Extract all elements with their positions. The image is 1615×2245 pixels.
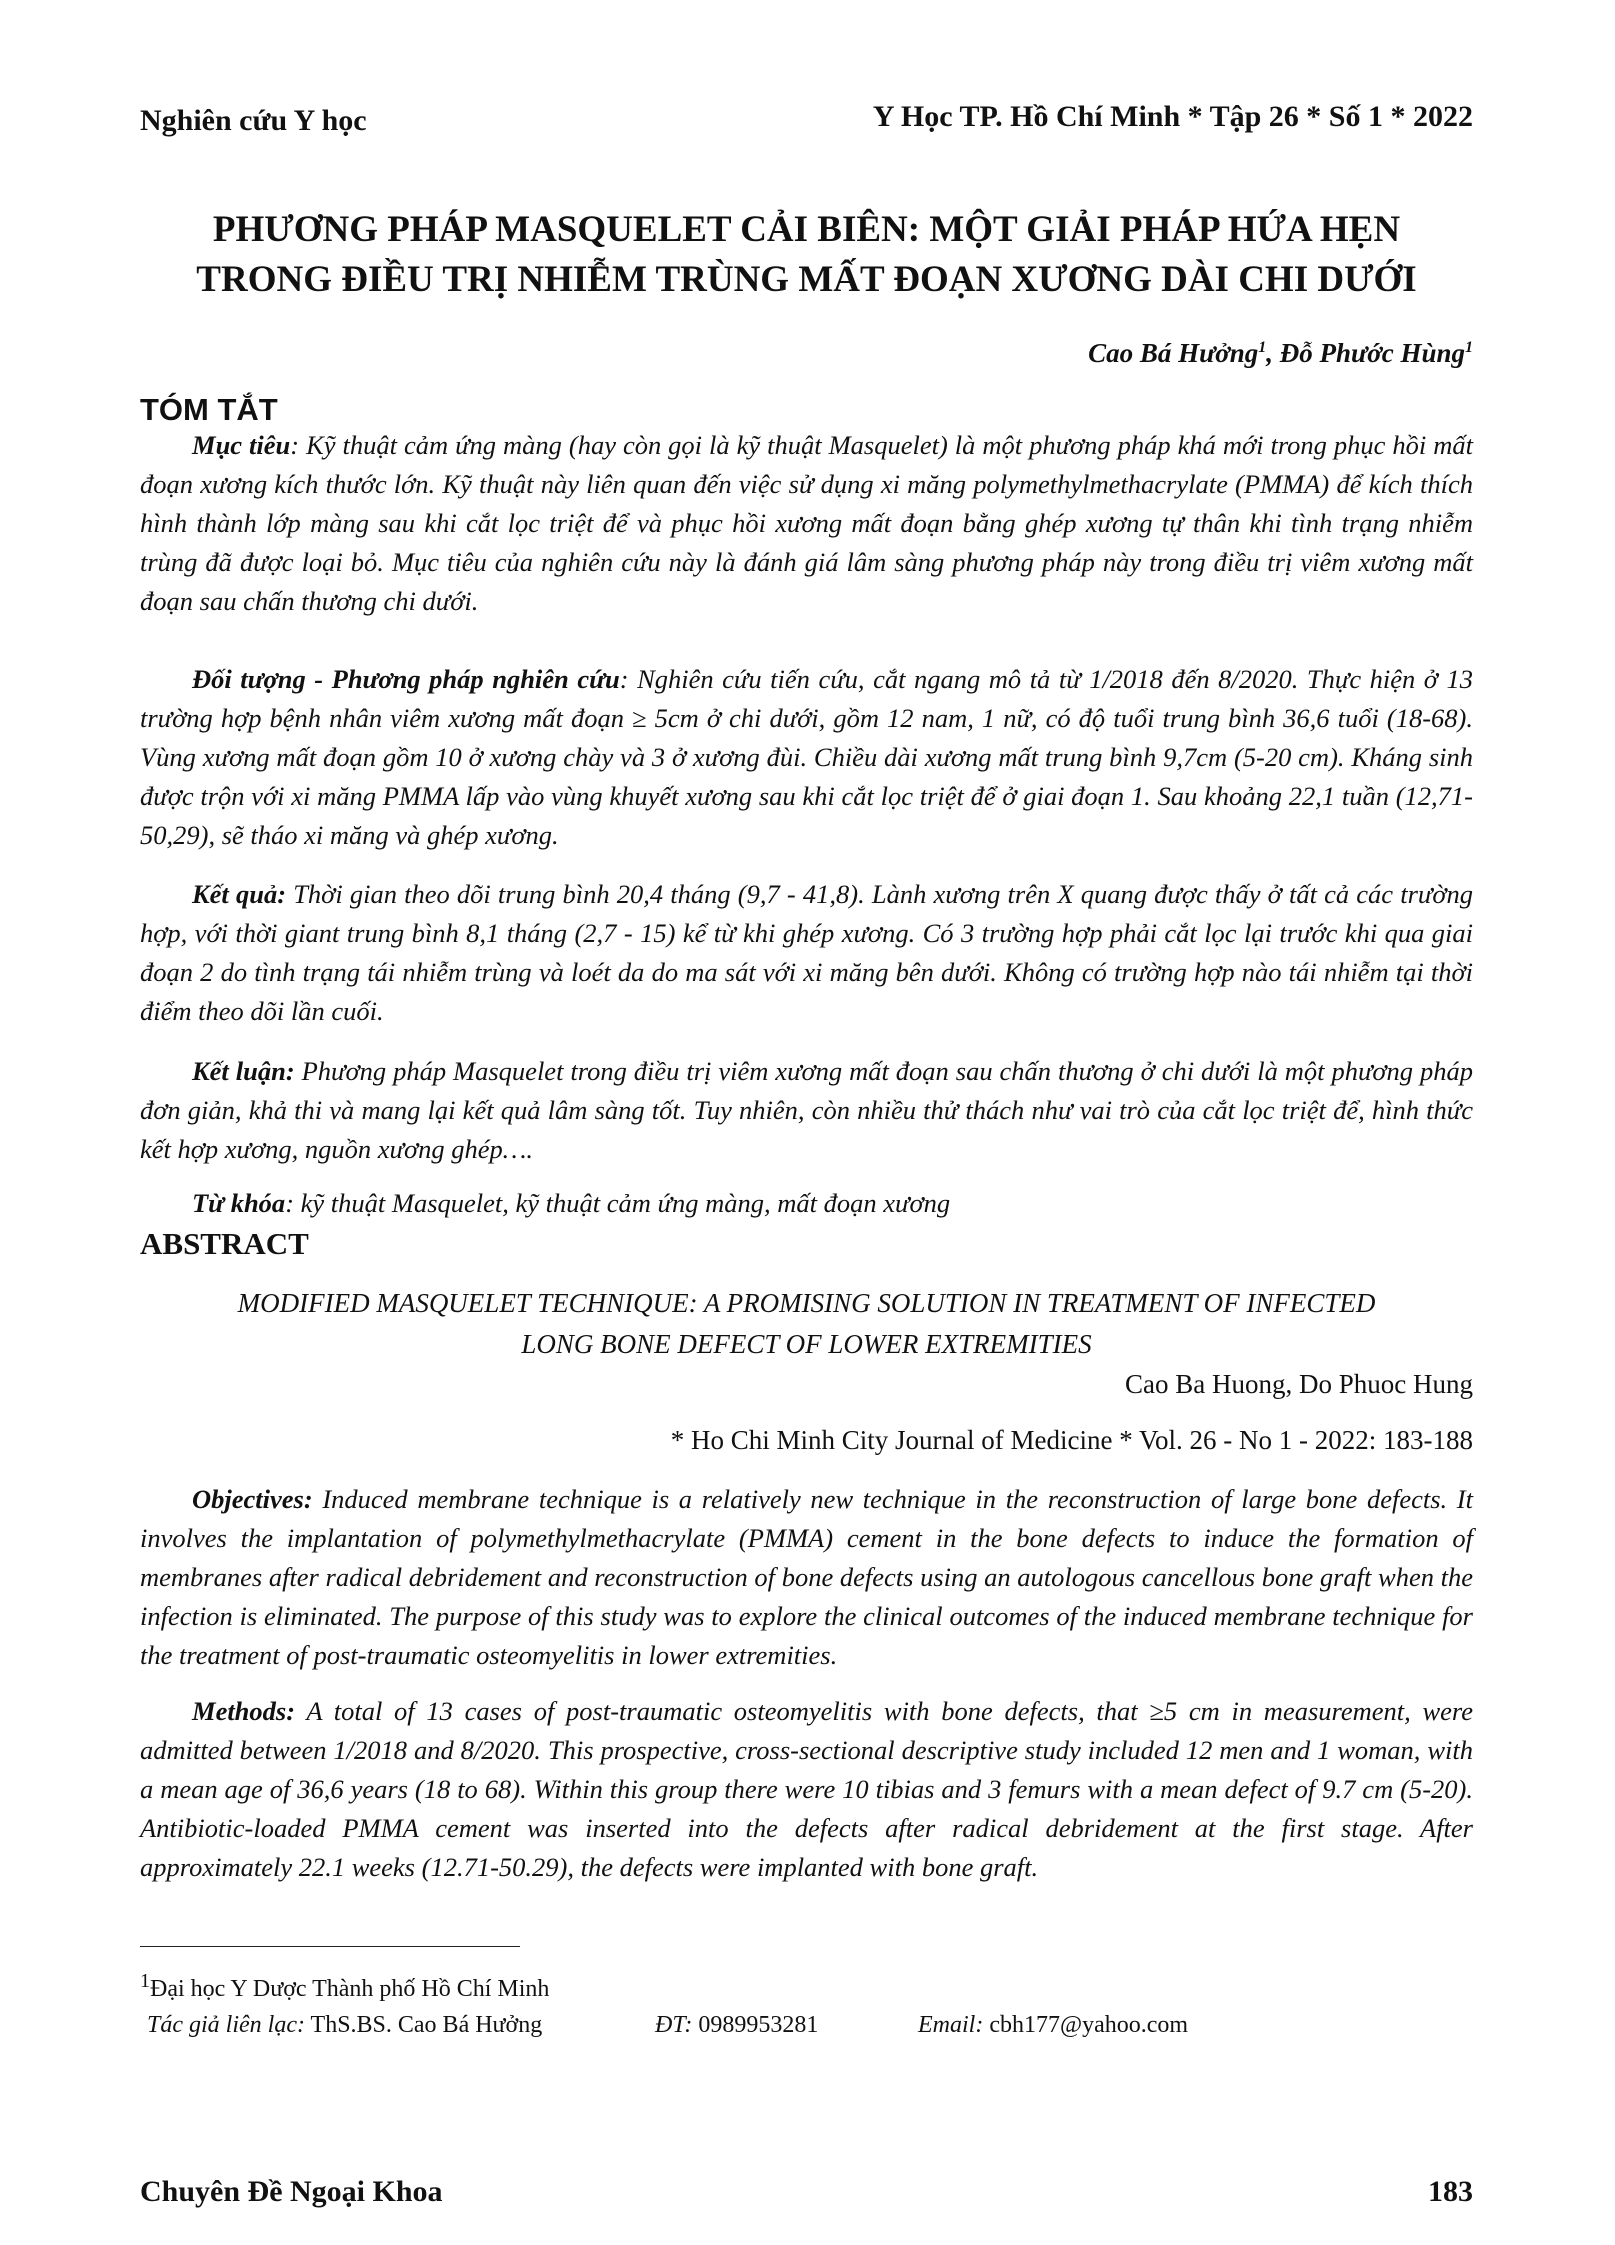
paragraph-text: : kỹ thuật Masquelet, kỹ thuật cảm ứng màng, mất đoạn xương [285, 1188, 951, 1218]
section-heading-abstract: ABSTRACT [140, 1226, 309, 1261]
paragraph-text: Phương pháp Masquelet trong điều trị viêm xương mất đoạn sau chấn thương ở chi dưới là một phương pháp đơn giản, khả thi và mang lại kết quả lâm sàng tốt. Tuy nhiên, còn nhiều thử thách như vai trò của cắt lọc triệt để, hình thức kết hợp xương, nguồn xương ghép…. [140, 1056, 1474, 1164]
email-address: cbh177@yahoo.com [983, 2012, 1189, 2038]
abstract-results-paragraph [140, 875, 1473, 1031]
affiliation-text: Đại học Y Dược Thành phố Hồ Chí Minh [150, 1976, 550, 2002]
paragraph-label: Objectives: [192, 1484, 313, 1514]
abstract-methods-en-paragraph [140, 1692, 1473, 1887]
contact-label: Tác giả liên lạc: [147, 2012, 305, 2038]
english-authors: Cao Ba Huong, Do Phuoc Hung [1125, 1369, 1473, 1399]
paragraph-label: Kết quả: [192, 879, 287, 909]
paragraph-text: Induced membrane technique is a relatively new technique in the reconstruction of large bone defects. It involves the implantation of polymethylmethacrylate (PMMA) cement in the bone defects to induce the formation of membranes after radical debridement and reconstruction of bone defects using an autologous cancellous bone graft when the infection is eliminated. The purpose of this study was to explore the clinical outcomes of the induced membrane technique for the treatment of post-traumatic osteomyelitis in lower extremities. [140, 1484, 1473, 1670]
paragraph-label: Mục tiêu [192, 430, 291, 460]
paragraph-text: Thời gian theo dõi trung bình 20,4 tháng (9,7 - 41,8). Lành xương trên X quang được thấy ở tất cả các trường hợp, với thời giant trung bình 8,1 tháng (2,7 - 15) kể từ khi ghép xương. Có 3 trường hợp phải cắt lọc lại trước khi qua giai đoạn 2 do tình trạng tái nhiễm trùng và loét da do ma sát với xi măng bên dưới. Không có trường hợp nào tái nhiễm tại thời điểm theo dõi lần cuối. [140, 879, 1473, 1026]
header-section-label: Nghiên cứu Y học [140, 104, 367, 137]
affiliation-marker: 1 [140, 1970, 150, 1992]
contact-email [918, 2012, 1188, 2039]
paragraph-label: Methods: [192, 1696, 296, 1726]
contact-name: ThS.BS. Cao Bá Hưởng [304, 2012, 543, 2038]
phone-number: 0989953281 [692, 2012, 819, 2038]
paragraph-text: A total of 13 cases of post-traumatic osteomyelitis with bone defects, that ≥5 cm in measurement, were admitted between 1/2018 and 8/2020. This prospective, cross-sectional descriptive study included 12 men and 1 woman, with a mean age of 36,6 years (18 to 68). Within this group there were 10 tibias and 3 femurs with a mean defect of 9.7 cm (5-20). Antibiotic-loaded PMMA cement was inserted into the defects after radical debridement at the first stage. After approximately 22.1 weeks (12.71-50.29), the defects were implanted with bone graft. [140, 1696, 1473, 1882]
english-title [140, 1283, 1473, 1365]
english-title-line-1: MODIFIED MASQUELET TECHNIQUE: A PROMISING SOLUTION IN TREATMENT OF INFECTED [237, 1288, 1376, 1318]
affiliation-marker: 1 [1465, 339, 1473, 356]
running-header [140, 100, 1473, 140]
abstract-objective-paragraph [140, 426, 1473, 621]
author-list [1088, 338, 1473, 369]
email-label: Email: [918, 2012, 984, 2038]
running-footer [140, 2175, 1473, 2215]
phone-label: ĐT: [655, 2012, 693, 2038]
title-line-2: TRONG ĐIỀU TRỊ NHIỄM TRÙNG MẤT ĐOẠN XƯƠNG DÀI CHI DƯỚI [196, 259, 1417, 300]
header-journal-info: Y Học TP. Hồ Chí Minh * Tập 26 * Số 1 * 2022 [872, 100, 1473, 133]
paragraph-label: Đối tượng - Phương pháp nghiên cứu [192, 664, 620, 694]
abstract-conclusion-paragraph [140, 1052, 1473, 1169]
abstract-keywords-paragraph [140, 1184, 1473, 1223]
contact-author [147, 2012, 542, 2039]
contact-phone [655, 2012, 818, 2039]
abstract-methods-paragraph [140, 660, 1473, 855]
english-title-line-2: LONG BONE DEFECT OF LOWER EXTREMITIES [521, 1329, 1092, 1359]
footer-section-label: Chuyên Đề Ngoại Khoa [140, 2175, 443, 2208]
section-heading-vn-abstract: TÓM TẮT [140, 392, 278, 427]
affiliation-marker: 1 [1258, 339, 1267, 356]
author-separator: , [1266, 338, 1280, 368]
paragraph-text: : Nghiên cứu tiến cứu, cắt ngang mô tả từ 1/2018 đến 8/2020. Thực hiện ở 13 trường hợp bệnh nhân viêm xương mất đoạn ≥ 5cm ở chi dưới, gồm 12 nam, 1 nữ, có độ tuổi trung bình 36,6 tuổi (18-68). Vùng xương mất đoạn gồm 10 ở xương chày và 3 ở xương đùi. Chiều dài xương mất trung bình 9,7cm (5-20 cm). Kháng sinh được trộn với xi măng PMMA lấp vào vùng khuyết xương sau khi cắt lọc triệt để ở giai đoạn 1. Sau khoảng 22,1 tuần (12,71-50,29), sẽ tháo xi măng và ghép xương. [140, 664, 1473, 850]
footnote-divider [140, 1946, 520, 1947]
title-line-1: PHƯƠNG PHÁP MASQUELET CẢI BIÊN: MỘT GIẢI PHÁP HỨA HẸN [212, 209, 1401, 250]
author-name: Cao Bá Hưởng [1088, 338, 1259, 368]
paragraph-label: Kết luận: [192, 1056, 295, 1086]
footnote-affiliation [140, 1970, 549, 2003]
author-name: Đỗ Phước Hùng [1279, 338, 1465, 368]
paragraph-label: Từ khóa [192, 1188, 286, 1218]
citation-line: * Ho Chi Minh City Journal of Medicine * Vol. 26 - No 1 - 2022: 183-188 [670, 1425, 1473, 1455]
abstract-objectives-paragraph [140, 1480, 1473, 1675]
page-number: 183 [1428, 2175, 1473, 2208]
paragraph-text: : Kỹ thuật cảm ứng màng (hay còn gọi là kỹ thuật Masquelet) là một phương pháp khá mới trong phục hồi mất đoạn xương kích thước lớn. Kỹ thuật này liên quan đến việc sử dụng xi măng polymethylmethacrylate (PMMA) để kích thích hình thành lớp màng sau khi cắt lọc triệt để và phục hồi xương mất đoạn bằng ghép xương tự thân khi tình trạng nhiễm trùng đã được loại bỏ. Mục tiêu của nghiên cứu này là đánh giá lâm sàng phương pháp này trong điều trị viêm xương mất đoạn sau chấn thương chi dưới. [140, 430, 1473, 616]
article-title [140, 205, 1473, 305]
